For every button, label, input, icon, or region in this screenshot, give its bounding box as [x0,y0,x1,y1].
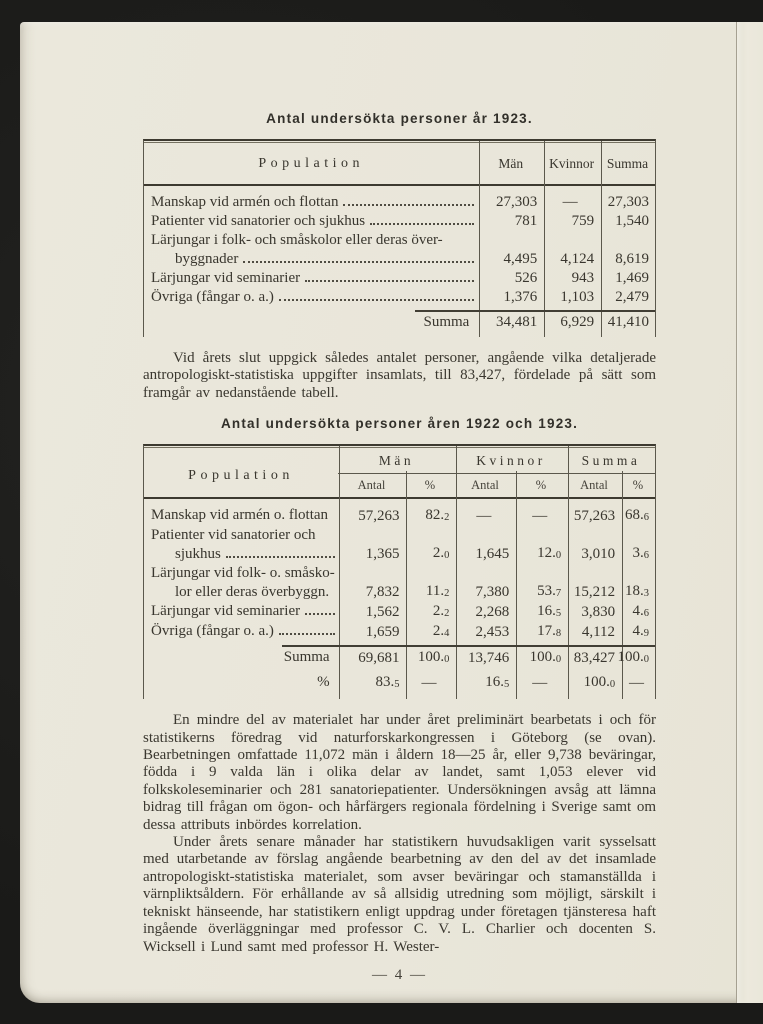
cell-value: — [629,675,645,692]
group-header-man: Män [378,452,415,468]
cell-value: 27,303 [495,194,538,210]
cell-value: 83.5 [375,674,400,691]
table2-header [144,448,655,499]
subcolumn-percent: % [632,478,644,493]
cell-value: 16.5 [537,603,562,620]
cell-value: 68.6 [625,507,649,524]
cell-value: 2,453 [475,624,510,641]
paragraph-1: Vid årets slut uppgick således antalet personer, angående vilka detaljerade antropologiskt-statistiska uppgifter insamlats, till 83,427, fördelade på sätt som framgår av nedanstående tabell. [143,350,656,401]
cell-value: 1,469 [615,270,649,286]
table-row [144,288,655,307]
table2-header-groups [338,448,655,497]
cell-value: 4,112 [581,624,616,641]
column-header-kvinnor: Kvinnor [549,155,595,171]
cell-value: 13,746 [467,650,510,667]
column-header-summa: Summa [606,155,649,171]
row-label: Lärjungar i folk- och småskolor eller deras över- byggnader [144,231,478,269]
cell-value: 41,410 [607,314,649,330]
row-label: Lärjungar vid folk- o. småsko- lor eller deras överbyggn. [151,565,335,601]
table-row [144,506,655,526]
cell-value: 57,263 [358,508,400,525]
subcolumn-percent: % [424,478,436,493]
group-header-kvinnor: Kvinnor [476,452,546,468]
summa-row [144,648,655,668]
cell-value: 100.0 [417,649,450,666]
dotted-leader [279,633,335,635]
cell-value: 11.2 [425,583,450,600]
cell-value: 1,365 [365,546,400,563]
table1 [143,139,656,337]
cell-value: 1,659 [365,624,400,641]
cell-value: 943 [571,270,595,286]
page-sheet [20,22,763,1003]
next-page-edge [736,22,763,1003]
row-label: Lärjungar vid seminarier [144,269,478,288]
cell-value: 4,495 [503,251,538,267]
cell-value: 57,263 [573,508,616,525]
column-divider [601,141,602,337]
cell-value: 16.5 [485,674,510,691]
summa-row [144,313,655,332]
cell-value: 781 [514,213,538,229]
row-label: Patienter vid sanatorier och sjukhus [144,212,478,231]
table2-percent-row [144,673,655,699]
column-header-man: Män [498,155,524,171]
row-label: Övriga (fångar o. a.) [144,288,478,307]
page-content [143,22,656,984]
cell-value: 2.2 [432,603,450,620]
table1-summa-row [144,310,655,337]
dotted-leader [305,613,334,615]
subcolumn-percent: % [535,478,547,493]
cell-value: 1,103 [560,289,595,305]
paragraph-2: En mindre del av materialet har under året preliminärt bearbetats i och för statistikerns föredrag vid naturforskarkongressen i Göteborg (se ovan). Bearbetningen omfattade 11,072 män i åldern 18—25 år, eller 9,738 beväringar, födda i 9 valda län i olika delar av landet, samt 1,053 elever vid folkskoleseminarier och 281 sanatoriepatienter. Undersökningen avsåg att lämna bidrag till frågan om ögon- och hårfärgers regionala fördelning i Sverige samt om dessa attributs inbördes korrelation. [143,712,656,833]
group-header-row [338,448,655,474]
cell-value: — [421,675,437,692]
cell-value: 2,479 [615,289,649,305]
table-row [144,602,655,622]
cell-value: 4,124 [560,251,595,267]
paragraph-3: Under årets senare månader har statistikern huvudsakligen varit sysselsatt med utarbetande av förslag angående bearbetning av den del av det insamlade antropologiskt-statistiska materialet, som avser beväringar och stamanställda i värnpliktsåldern. För erhållande av så allsidig utredning som möjligt, särskilt i tekniskt hänseende, har statistikern enligt uppdrag under företagen tjänsteresa haft ingående överläggningar med professor C. V. L. Charlier och docenten S. Wicksell i Lund samt med professor H. Wester- [143,834,656,955]
table-row [144,212,655,231]
table-row [144,622,655,642]
cell-value: 2,268 [475,604,510,621]
table1-title: Antal undersökta personer år 1923. [266,111,533,126]
cell-value: 4.9 [632,623,649,640]
cell-value: 100.0 [617,649,649,666]
cell-value: — [562,194,578,210]
table-row [144,564,655,602]
cell-value: 1,645 [475,546,510,563]
cell-value: 83,427 [573,650,615,667]
cell-value: 69,681 [358,650,400,667]
group-header-summa: Summa [581,452,641,468]
dotted-leader [226,556,335,558]
table-row [144,231,655,269]
cell-value: 17.8 [537,623,562,640]
table-row [144,193,655,212]
subcolumn-antal: Antal [357,478,386,493]
cell-value: 7,380 [475,584,510,601]
cell-value: 15,212 [573,584,616,601]
cell-value: 3,010 [581,546,616,563]
row-label: Övriga (fångar o. a.) [144,622,339,642]
column-divider [544,141,545,337]
table1-header [144,143,655,186]
cell-value: 1,540 [615,213,649,229]
cell-value: 34,481 [495,314,538,330]
column-divider [479,141,480,337]
dotted-leader [370,223,474,225]
dotted-leader [343,204,474,206]
cell-value: — [476,508,492,525]
cell-value: 2.4 [432,623,450,640]
row-label: % [317,674,330,691]
subcolumn-header-row [338,474,655,497]
table2-summa-row [144,645,655,673]
cell-value: 100.0 [529,649,562,666]
table-row [144,269,655,288]
subcolumn-antal: Antal [471,478,499,493]
dotted-leader [243,261,474,263]
cell-value: 1,376 [503,289,538,305]
row-label: Manskap vid armén o. flottan [151,507,329,524]
table2-body [144,499,655,642]
row-label: Summa [283,649,330,666]
dotted-leader [279,299,474,301]
cell-value: 6,929 [560,314,595,330]
row-label: Patienter vid sanatorier och sjukhus [144,526,339,564]
cell-value: 18.3 [625,583,649,600]
cell-value: — [532,675,548,692]
table2-title: Antal undersökta personer åren 1922 och 1923. [220,416,579,432]
cell-value: 8,619 [615,251,649,267]
cell-value: 2.0 [432,545,450,562]
cell-value: 12.0 [537,545,562,562]
cell-value: 7,832 [365,584,400,601]
cell-value: — [532,508,548,525]
column-header-population: Population [188,467,294,483]
cell-value: 4.6 [632,603,649,620]
cell-value: 526 [514,270,538,286]
table1-body [144,186,655,307]
cell-value: 53.7 [537,583,562,600]
row-label: Manskap vid armén och flottan [144,193,478,212]
cell-value: 27,303 [607,194,649,210]
subcolumn-antal: Antal [580,478,608,493]
cell-value: 3.6 [632,545,649,562]
page-number: — 4 — [372,966,427,983]
cell-value: 82.2 [425,507,450,524]
dotted-leader [305,280,474,282]
cell-value: 759 [571,213,595,229]
table-row [144,526,655,564]
row-label: Summa [423,314,470,330]
percent-row [144,673,655,693]
cell-value: 3,830 [581,604,616,621]
cell-value: 1,562 [365,604,400,621]
column-header-population: Population [258,155,364,171]
row-label: Lärjungar vid seminarier [144,602,339,622]
cell-value: 100.0 [583,674,616,691]
table2 [143,444,656,699]
